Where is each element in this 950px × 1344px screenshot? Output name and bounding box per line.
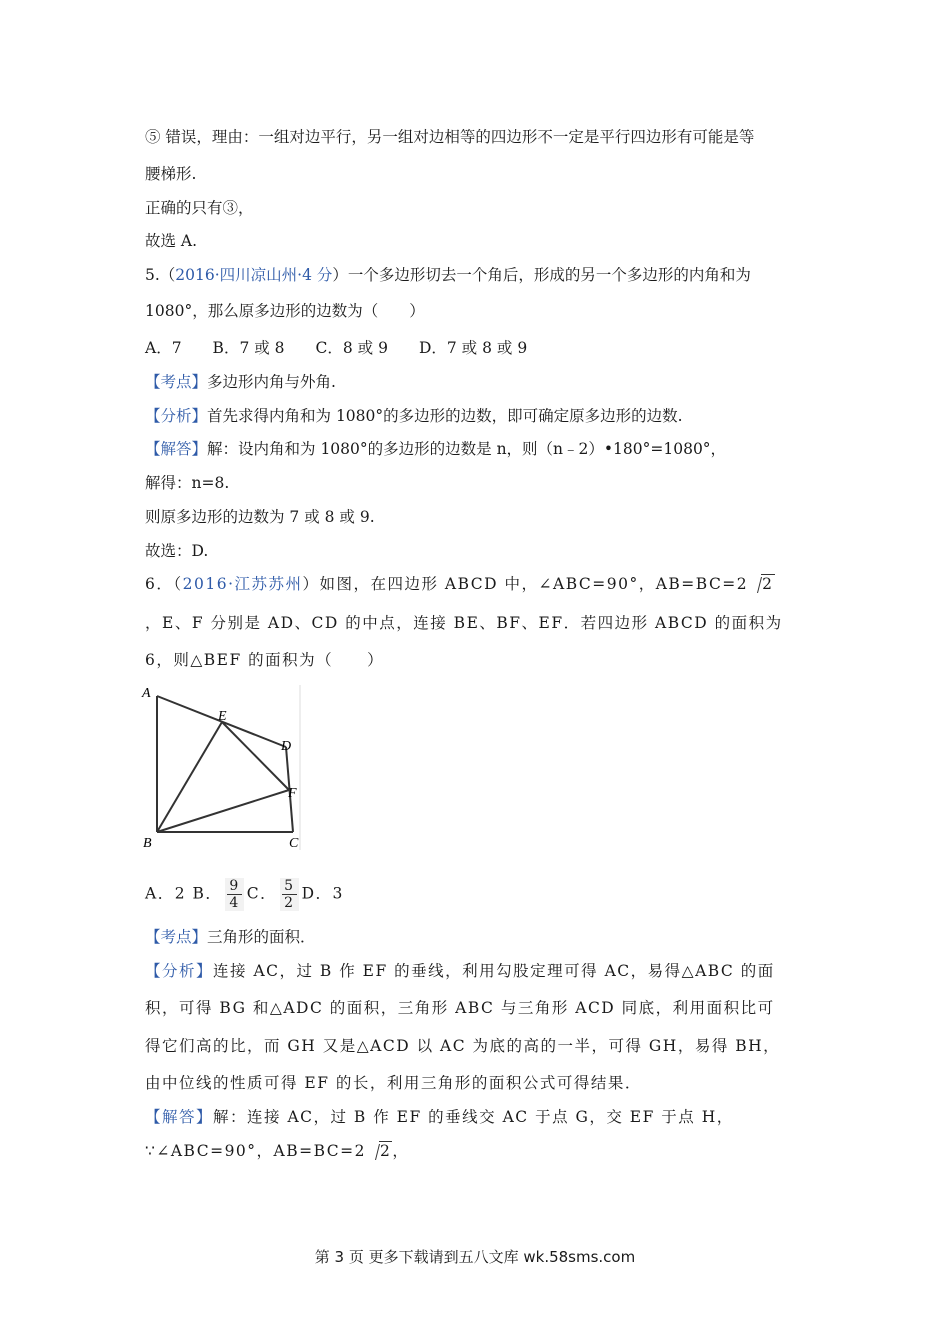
option-a-b: A．2 B． [145, 884, 223, 903]
answer-options: A．7 B．7 或 8 C．8 或 9 D．7 或 8 或 9 [145, 339, 528, 357]
kaodian-tag: 【考点】 [145, 928, 208, 946]
page-footer: 第 3 页 更多下载请到五八文库 wk.58sms.com [314, 1248, 636, 1266]
text-line: 得它们高的比，而 GH 又是△ACD 以 AC 为底的高的一半，可得 GH，易得 BH， [145, 1037, 781, 1055]
question-text: ）一个多边形切去一个角后，形成的另一个多边形的内角和为 [332, 266, 751, 284]
jieda-text: 解：设内角和为 1080°的多边形的边数是 n，则（n﹣2）•180°=1080°， [207, 440, 727, 458]
fraction-c: $\frac{5}{2}$ [280, 878, 298, 911]
label-c: C [289, 836, 299, 851]
fraction-b: $\frac{9}{4}$ [225, 878, 243, 911]
option-d: D．3 [301, 884, 344, 903]
fenxi [145, 405, 683, 427]
jieda [145, 438, 726, 460]
answer-options [145, 878, 344, 911]
jieda [145, 1106, 734, 1128]
text-line: ，E、F 分别是 AD、CD 的中点，连接 BE、BF、EF．若四边形 ABCD 的面积为 [145, 614, 783, 632]
segment-bf [157, 790, 289, 832]
text-line: 正确的只有③， [145, 199, 254, 217]
kaodian [145, 371, 336, 393]
kaodian [145, 926, 316, 948]
question-number: 5.（ [145, 266, 176, 284]
text-line: 1080°，那么原多边形的边数为（ ） [145, 302, 425, 320]
question-source: 2016·四川凉山州·4 分 [175, 266, 333, 284]
quadrilateral-figure [140, 685, 310, 855]
punctuation: ， [392, 1142, 410, 1160]
question-text: ）如图，在四边形 ABCD 中，∠ABC=90°，AB=BC=2 [302, 575, 749, 593]
kaodian-text: 多边形内角与外角. [207, 373, 336, 391]
text-line: 腰梯形. [145, 165, 197, 183]
fenxi-text: 首先求得内角和为 1080°的多边形的边数，即可确定原多边形的边数. [207, 407, 683, 425]
question-6 [145, 573, 775, 595]
fenxi-tag: 【分析】 [145, 962, 214, 980]
sqrt-symbol: 2 [367, 1140, 392, 1162]
text-line: 故选 A. [145, 232, 198, 250]
sqrt-symbol: 2 [749, 573, 774, 595]
segment-ef [222, 722, 292, 790]
text-line [145, 1140, 409, 1162]
label-f: F [288, 786, 297, 801]
text-line: 6，则△BEF 的面积为（ ） [145, 651, 385, 669]
label-a: A [142, 686, 151, 701]
label-d: D [281, 739, 292, 754]
question-5 [145, 264, 751, 286]
label-b: B [143, 836, 152, 851]
fenxi [145, 960, 775, 982]
question-source: 2016·江苏苏州 [182, 575, 303, 593]
text-line: ⑤ 错误，理由：一组对边平行，另一组对边相等的四边形不一定是平行四边形有可能是等 [145, 128, 755, 146]
text-line: 则原多边形的边数为 7 或 8 或 9. [145, 508, 375, 526]
label-e: E [218, 709, 227, 724]
kaodian-tag: 【考点】 [145, 373, 208, 391]
fenxi-tag: 【分析】 [145, 407, 208, 425]
jieda-text: 解：连接 AC，过 B 作 EF 的垂线交 AC 于点 G，交 EF 于点 H， [213, 1108, 734, 1126]
question-number: 6．（ [145, 575, 183, 593]
equation-text: ∵∠ABC=90°，AB=BC=2 [145, 1142, 366, 1160]
kaodian-text: 三角形的面积． [207, 928, 316, 946]
fenxi-text: 连接 AC，过 B 作 EF 的垂线，利用勾股定理可得 AC，易得△ABC 的面 [213, 962, 775, 980]
jieda-tag: 【解答】 [145, 1108, 214, 1126]
text-line: 故选：D. [145, 542, 209, 560]
segment-be [157, 722, 222, 832]
text-line: 由中位线的性质可得 EF 的长，利用三角形的面积公式可得结果． [145, 1074, 642, 1092]
text-line: 积，可得 BG 和△ADC 的面积，三角形 ABC 与三角形 ACD 同底，利用面积比可 [145, 999, 775, 1017]
jieda-tag: 【解答】 [145, 440, 208, 458]
text-line: 解得：n=8. [145, 474, 230, 492]
option-c: C． [246, 884, 278, 903]
